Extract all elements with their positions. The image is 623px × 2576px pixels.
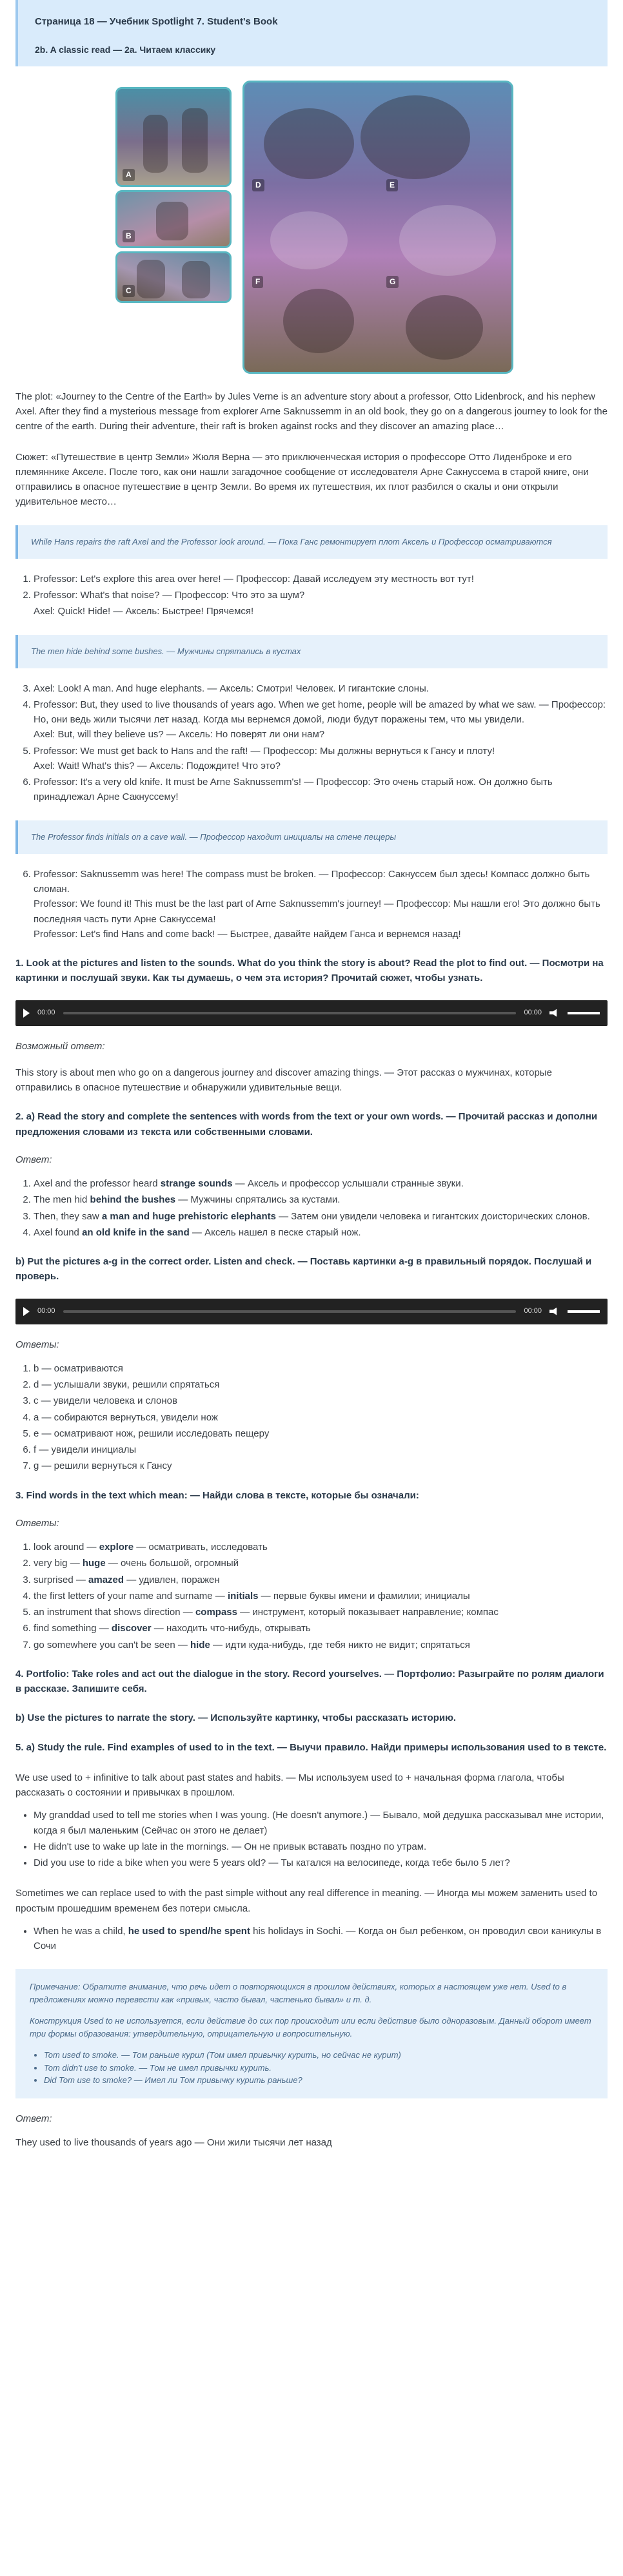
answer-item: 5. an instrument that shows direction — compass — инструмент, который показывает направление; компас <box>34 1605 608 1620</box>
volume-icon[interactable] <box>549 1009 560 1017</box>
dialog-line <box>34 744 608 774</box>
dialog-line <box>34 867 608 942</box>
answer-item: 2. The men hid behind the bushes — Мужчины спрятались за кустами. <box>34 1192 608 1207</box>
past-simple-text: Sometimes we can replace used to with the past simple without any real difference in meaning. — Иногда мы можем заменить used to простым прошедшим временем без потери смысла. <box>15 1888 598 1914</box>
volume-slider[interactable] <box>568 1310 600 1313</box>
dialog-line: 1. Professor: Let's explore this area over here! — Профессор: Давай исследуем эту местность вот тут! <box>34 572 608 586</box>
audio-time-current: 00:00 <box>37 1307 55 1315</box>
audio-time-total: 00:00 <box>524 1009 542 1017</box>
answer-item: 6. find something — discover — находить что-нибудь, открывать <box>34 1621 608 1636</box>
answer-text: This story is about men who go on a dangerous journey and discover amazing things. — Этот рассказ о мужчинах, которые отправились в опасное путешествие и обнаружили удивительные вещи. <box>15 1067 552 1094</box>
task-heading: 5. a) Study the rule. Find examples of used to in the text. — Выучи правило. Найди примеры использования used to в тексте. <box>15 1741 607 1753</box>
answer-item: 1. Axel and the professor heard strange sounds — Аксель и профессор услышали странные звуки. <box>34 1176 608 1191</box>
stage-note: The Professor finds initials on a cave wall. — Профессор находит инициалы на стене пещеры <box>15 820 608 854</box>
illustration-label: E <box>386 179 398 191</box>
volume-slider[interactable] <box>568 1012 600 1014</box>
page-title: Страница 18 — Учебник Spotlight 7. Student's Book <box>35 16 278 27</box>
play-icon[interactable] <box>23 1307 30 1316</box>
answers-list <box>15 1361 608 1474</box>
audio-progress-bar[interactable] <box>63 1012 517 1014</box>
illustration-label: B <box>123 230 135 242</box>
answer-item: 1. look around — explore — осматривать, исследовать <box>34 1540 608 1554</box>
illustration-panel-c <box>115 251 232 303</box>
dialog-text: Professor: We found it! This must be the last part of Arne Saknussemm's journey! — Профессор: Мы нашли его! Это должно быть последняя часть пути Арне Сакнуссема! <box>34 898 600 925</box>
illustration-panel-a <box>115 87 232 187</box>
rule-note-list <box>30 2049 593 2087</box>
answers-label: Ответы: <box>15 1517 59 1529</box>
possible-answer-label: Возможный ответ: <box>15 1040 105 1052</box>
dialog-text: Professor: But, they used to live thousands of years ago. When we get home, people will be amazed by what we saw. — Профессор: Но, они ведь жили тысячи лет назад. Когда мы вернемся домой, люди будут поражены тем, что мы увидели. <box>34 699 606 726</box>
task-heading: 1. Look at the pictures and listen to the sounds. What do you think the story is about? Read the plot to find out. — Посмотри на картинки и послушай звуки. Как ты думаешь, о чем эта история? Прочитай сюжет, чтобы узнать. <box>15 958 604 984</box>
answer-item: 6. f — увидели инициалы <box>34 1442 608 1457</box>
dialog-text: Professor: We must get back to Hans and the raft! — Профессор: Мы должны вернуться к Гансу и плоту! <box>34 745 495 757</box>
audio-progress-bar[interactable] <box>63 1310 517 1313</box>
answer-label: Ответ: <box>15 1154 52 1165</box>
answer-item: 2. d — услышали звуки, решили спрятаться <box>34 1377 608 1392</box>
dialog-line: 3. Axel: Look! A man. And huge elephants. — Аксель: Смотри! Человек. И гигантские слоны. <box>34 681 608 696</box>
answer-item: 4. Axel found an old knife in the sand — Аксель нашел в песке старый нож. <box>34 1225 608 1240</box>
answer-item: 1. b — осматриваются <box>34 1361 608 1376</box>
answer-item: 3. c — увидели человека и слонов <box>34 1393 608 1408</box>
final-answer: They used to live thousands of years ago — Они жили тысячи лет назад <box>15 2137 332 2149</box>
dialog-list <box>15 867 608 942</box>
stage-note: While Hans repairs the raft Axel and the Professor look around. — Пока Ганс ремонтирует плот Аксель и Профессор осматриваются <box>15 525 608 559</box>
past-simple-example: • When he was a child, he used to spend/he spent his holidays in Sochi. — Когда он был ребенком, он проводил свои каникулы в Сочи <box>34 1924 608 1954</box>
answers-list <box>15 1176 608 1240</box>
answer-item: 3. surprised — amazed — удивлен, поражен <box>34 1573 608 1587</box>
rule-example: • He didn't use to wake up late in the mornings. — Он не привык вставать поздно по утрам. <box>34 1839 608 1854</box>
dialog-line: 6. Professor: It's a very old knife. It must be Arne Saknussemm's! — Профессор: Это очень старый нож. Он должно быть принадлежал Арне Сакнуссему! <box>34 775 608 805</box>
dialog-text: Axel: Wait! What's this? — Аксель: Подождите! Что это? <box>34 760 281 771</box>
answer-item: 2. very big — huge — очень большой, огромный <box>34 1556 608 1571</box>
plot-russian: Сюжет: «Путешествие в центр Земли» Жюля Верна — это приключенческая история о профессоре Отто Лиденброке и его племяннике Акселе. После того, как они нашли загадочное сообщение от исследователя Арне Сакнуссема в старой книге, они отправились в опасное путешествие в центр Земли. Во время их путешествия, их плот разбился о скалы и они открыли удивительное место… <box>15 451 589 508</box>
play-icon[interactable] <box>23 1009 30 1018</box>
audio-player <box>15 1299 608 1324</box>
answer-item: 7. go somewhere you can't be seen — hide — идти куда-нибудь, где тебя никто не видит; спрятаться <box>34 1638 608 1652</box>
illustration-label: D <box>252 179 264 191</box>
audio-time-current: 00:00 <box>37 1009 55 1017</box>
illustration-label: F <box>252 276 263 288</box>
rule-example: • Did you use to ride a bike when you were 5 years old? — Ты катался на велосипеде, когда тебе было 5 лет? <box>34 1855 608 1870</box>
dialog-list <box>15 572 608 603</box>
rule-note-item: • Tom used to smoke. — Том раньше курил (Том имел привычку курить, но сейчас не курит) <box>44 2049 593 2062</box>
task-heading: 2. a) Read the story and complete the sentences with words from the text or your own words. — Прочитай рассказ и дополни предложения словами из текста или собственными словами. <box>15 1111 598 1138</box>
answer-item: 4. a — собираются вернуться, увидели нож <box>34 1410 608 1425</box>
illustration-label: G <box>386 276 399 288</box>
stage-note: The men hide behind some bushes. — Мужчины спрятались в кустах <box>15 635 608 668</box>
rule-note-paragraph: Примечание: Обратите внимание, что речь идет о повторяющихся в прошлом действиях, которых в настоящем уже нет. Used to в предложениях можно перевести как «привык, часто бывал, частенько бывал» и т. д. <box>30 1982 567 2004</box>
header-banner <box>15 0 608 66</box>
dialog-list <box>15 681 608 805</box>
answer-item: 5. e — осматривают нож, решили исследовать пещеру <box>34 1426 608 1441</box>
rule-note-box <box>15 1969 608 2098</box>
dialog-text: Axel: But, will they believe us? — Аксель: Но поверят ли они нам? <box>34 729 325 741</box>
task-heading: 4. Portfolio: Take roles and act out the dialogue in the story. Record yourselves. — Портфолио: Разыграйте по ролям диалоги в рассказе. Запишите себя. <box>15 1668 604 1695</box>
dialog-text: Professor: Let's find Hans and come back! — Быстрее, давайте найдем Ганса и вернемся назад! <box>34 928 461 940</box>
dialog-text: Professor: Saknussemm was here! The compass must be broken. — Профессор: Сакнуссем был здесь! Компасс должно быть сломан. <box>34 868 590 895</box>
task-heading: b) Use the pictures to narrate the story. — Используйте картинку, чтобы рассказать историю. <box>15 1712 457 1724</box>
illustration-label: C <box>123 285 135 297</box>
past-simple-examples-list <box>15 1924 608 1954</box>
answer-label: Ответ: <box>15 2113 52 2124</box>
dialog-line: Axel: Quick! Hide! — Аксель: Быстрее! Прячемся! <box>34 606 254 617</box>
volume-icon[interactable] <box>549 1308 560 1315</box>
answer-item: 3. Then, they saw a man and huge prehistoric elephants — Затем они увидели человека и гигантских доисторических слонов. <box>34 1209 608 1224</box>
plot-english: The plot: «Journey to the Centre of the Earth» by Jules Verne is an adventure story about a professor, Otto Lidenbrock, and his nephew Axel. After they find a mysterious message from explorer Arne Saknussemm in an old book, they go on a dangerous journey to look for the centre of the earth. During their adventure, their raft is broken against rocks and they discover an amazing place… <box>15 391 608 432</box>
dialog-line <box>34 697 608 742</box>
task-heading: b) Put the pictures a-g in the correct order. Listen and check. — Поставь картинки a-g в правильный порядок. Послушай и проверь. <box>15 1256 592 1283</box>
answer-item: 4. the first letters of your name and surname — initials — первые буквы имени и фамилии; инициалы <box>34 1589 608 1603</box>
answers-label: Ответы: <box>15 1339 59 1350</box>
answers-list <box>15 1540 608 1652</box>
section-subtitle: 2b. A classic read — 2a. Читаем классику <box>35 44 216 55</box>
story-illustrations <box>15 81 608 374</box>
illustration-panel-b <box>115 190 232 248</box>
audio-time-total: 00:00 <box>524 1307 542 1315</box>
audio-player <box>15 1000 608 1026</box>
task-heading: 3. Find words in the text which mean: — Найди слова в тексте, которые бы означали: <box>15 1489 419 1501</box>
rule-note-item: • Tom didn't use to smoke. — Том не имел привычки курить. <box>44 2062 593 2075</box>
dialog-line: 2. Professor: What's that noise? — Профессор: Что это за шум? <box>34 588 608 603</box>
rule-example: • My granddad used to tell me stories when I was young. (He doesn't anymore.) — Бывало, мой дедушка рассказывал мне истории, когда я был маленьким (Сейчас он этого не делает) <box>34 1808 608 1838</box>
rule-note-item: • Did Tom use to smoke? — Имел ли Том привычку курить раньше? <box>44 2074 593 2087</box>
rule-text: We use used to + infinitive to talk about past states and habits. — Мы используем used to + начальная форма глагола, чтобы рассказать о состоянии и привычках в прошлом. <box>15 1772 564 1799</box>
illustration-label: A <box>123 169 135 181</box>
rule-note-paragraph: Конструкция Used to не используется, если действие до сих пор происходит или если действие было одноразовым. Данный оборот имеет три формы образования: утвердительную, отрицательную и вопросительную. <box>30 2016 591 2039</box>
rule-examples-list <box>15 1808 608 1870</box>
answer-item: 7. g — решили вернуться к Гансу <box>34 1458 608 1473</box>
illustration-main-panel <box>242 81 513 374</box>
